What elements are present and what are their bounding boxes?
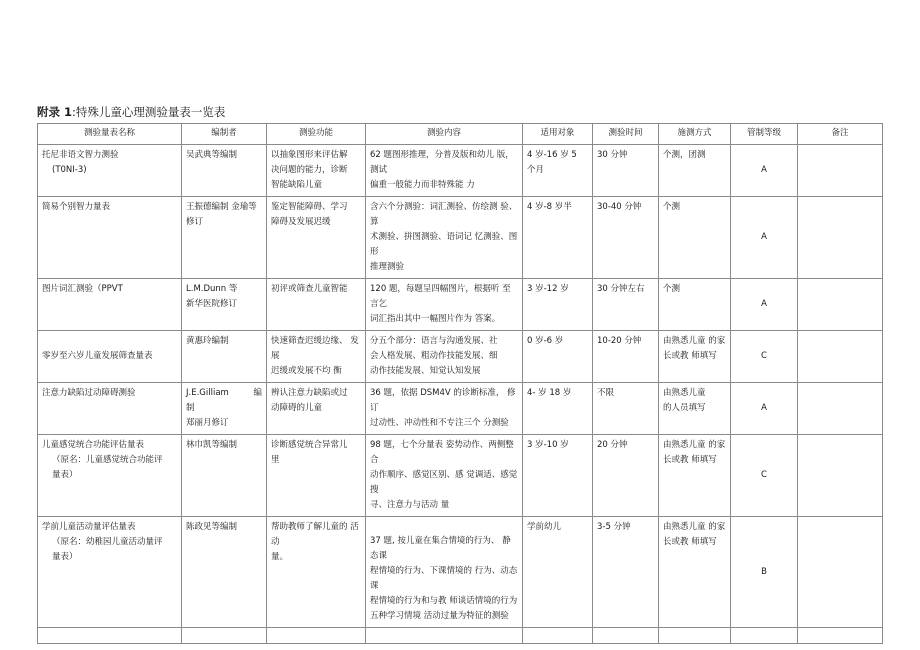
cell-method <box>659 279 731 331</box>
cell-notes <box>798 331 883 383</box>
cell-empty <box>267 628 366 644</box>
content-line: 推理测验 <box>370 262 405 272</box>
cell-method <box>659 435 731 517</box>
content-line: 过动性、冲动性和不专注三个 分测验 <box>370 418 509 428</box>
target-line: 个月 <box>527 165 545 175</box>
author-line: J.E.Gilliam <box>186 388 229 398</box>
header-function: 测验功能 <box>267 124 366 145</box>
function-line: 鉴定智能障碍、学习 <box>271 202 348 212</box>
cell-content <box>366 145 523 197</box>
content-line: 程情境的行为和与教 师谈话情境的行为 <box>370 596 518 606</box>
function-line: 快速筛查迟缓边缘、 发展 <box>271 336 359 361</box>
cell-function <box>267 279 366 331</box>
cell-notes <box>798 197 883 279</box>
cell-notes <box>798 435 883 517</box>
cell-time: 30-40 分钟 <box>593 197 659 279</box>
cell-time: 10-20 分钟 <box>593 331 659 383</box>
cell-author <box>182 435 267 517</box>
cell-target <box>523 517 593 628</box>
cell-method <box>659 197 731 279</box>
content-line: 分五个部分：语言与沟通发展、社 <box>370 336 498 346</box>
header-row <box>38 124 883 145</box>
cell-time: 20 分钟 <box>593 435 659 517</box>
author-line: 林巾凯等编制 <box>186 440 238 450</box>
content-line: 37 题, 按儿童在集合情境的行为、 静态课 <box>370 536 511 561</box>
function-line: 迟缓或发展不均 衡 <box>271 366 342 376</box>
method-line: 个测 <box>663 284 681 294</box>
target-line: 3 岁-12 岁 <box>527 284 569 294</box>
cell-content <box>366 279 523 331</box>
content-line: 36 题，依据 DSM4V 的诊断标准， 修订 <box>370 388 516 413</box>
function-line: 辨认注意力缺陷或过 <box>271 388 348 398</box>
cell-level: A <box>731 197 798 279</box>
cell-time: 30 分钟 <box>593 145 659 197</box>
title-text: :特殊儿童心理测验量表一览表 <box>72 105 226 119</box>
target-line: 学前幼儿 <box>527 522 562 532</box>
name-line: 托尼非语文智力测验 <box>42 150 119 160</box>
target-line: 4 岁-16 岁 5 <box>527 150 577 160</box>
author-line: 吴武典等编制 <box>186 150 238 160</box>
content-line: 五种学习情境 活动过量为特征的测验 <box>370 611 509 621</box>
header-time: 测验时间 <box>593 124 659 145</box>
name-line: 零岁至六岁儿童发展筛查量表 <box>42 351 153 361</box>
header-method: 施测方式 <box>659 124 731 145</box>
cell-method <box>659 145 731 197</box>
cell-author <box>182 517 267 628</box>
cell-name <box>38 435 182 517</box>
method-line: 长或教 师填写 <box>663 351 717 361</box>
author-line: 编 <box>253 388 262 398</box>
cell-function <box>267 517 366 628</box>
cell-content <box>366 435 523 517</box>
cell-target <box>523 435 593 517</box>
cell-level: C <box>731 331 798 383</box>
author-line: 黄惠玲编制 <box>186 336 229 346</box>
cell-level: A <box>731 145 798 197</box>
content-line: 98 题，七个分量表 姿势动作、两侧整合 <box>370 440 514 465</box>
cell-function <box>267 145 366 197</box>
cell-name <box>38 383 182 435</box>
cell-empty <box>523 628 593 644</box>
header-content: 测验内容 <box>366 124 523 145</box>
function-line: 里 <box>271 455 280 465</box>
header-target: 适用对象 <box>523 124 593 145</box>
cell-target <box>523 383 593 435</box>
cell-level: A <box>731 279 798 331</box>
author-line: 郑丽月修订 <box>186 418 229 428</box>
cell-content <box>366 517 523 628</box>
cell-level: B <box>731 517 798 628</box>
cell-content <box>366 383 523 435</box>
table-row-empty <box>38 628 883 644</box>
cell-method <box>659 331 731 383</box>
author-line: 陈政见等编制 <box>186 522 238 532</box>
document-title <box>37 104 225 120</box>
author-line: 王振德编制 金瑜等修订 <box>186 202 257 227</box>
cell-empty <box>182 628 267 644</box>
name-line: 图片词汇测验（PPVT <box>42 284 123 294</box>
table-row <box>38 517 883 628</box>
cell-name <box>38 145 182 197</box>
function-line: 障碍及发展迟缓 <box>271 217 331 227</box>
cell-empty <box>366 628 523 644</box>
content-line: 程情境的行为、下课情境的 行为、动态课 <box>370 566 518 591</box>
cell-function <box>267 331 366 383</box>
name-line: 量表） <box>52 470 78 480</box>
cell-name <box>38 279 182 331</box>
content-line: 动作顺序、感觉区别、感 觉调适、感觉搜 <box>370 470 518 495</box>
table-row <box>38 197 883 279</box>
function-line: 诊断感觉统合异常儿 <box>271 440 348 450</box>
cell-notes <box>798 517 883 628</box>
cell-author <box>182 279 267 331</box>
cell-name <box>38 517 182 628</box>
function-line: 智能缺陷儿童 <box>271 180 323 190</box>
cell-empty <box>659 628 731 644</box>
cell-method <box>659 517 731 628</box>
target-line: 3 岁-10 岁 <box>527 440 569 450</box>
cell-empty <box>38 628 182 644</box>
content-line: 词汇指出其中一幅图片作为 答案。 <box>370 314 501 324</box>
function-line: 以抽象图形来评估解 <box>271 150 348 160</box>
header-notes: 备注 <box>798 124 883 145</box>
name-line: 儿童感觉统合功能评估量表 <box>42 440 145 450</box>
method-line: 长或教 师填写 <box>663 455 717 465</box>
cell-author <box>182 331 267 383</box>
content-line: 寻、注意力与活动 量 <box>370 500 450 510</box>
author-line: L.M.Dunn 等 <box>186 284 238 294</box>
name-line: 量表） <box>52 552 78 562</box>
content-line: 含六个分测验：词汇测验、仿绘测 验、算 <box>370 202 518 227</box>
cell-target <box>523 145 593 197</box>
header-author: 编制者 <box>182 124 267 145</box>
cell-time: 3-5 分钟 <box>593 517 659 628</box>
cell-author <box>182 383 267 435</box>
method-line: 由熟悉儿童 的家 <box>663 522 726 532</box>
content-line: 动作技能发展、知觉认知发展 <box>370 366 481 376</box>
content-line: 术测验、拼图测验、语词记 忆测验、图形 <box>370 232 518 257</box>
method-line: 由熟悉儿童 的家 <box>663 440 726 450</box>
cell-notes <box>798 279 883 331</box>
cell-time: 不限 <box>593 383 659 435</box>
target-line: 4 岁-8 岁半 <box>527 202 572 212</box>
table-row <box>38 435 883 517</box>
content-line: 120 题，每题呈四幅图片，根据听 至言乞 <box>370 284 511 309</box>
content-line: 会人格发展、粗动作技能发展、细 <box>370 351 498 361</box>
author-line: 新华医院修订 <box>186 299 238 309</box>
table-row <box>38 145 883 197</box>
method-line: 由熟悉儿童 <box>663 388 706 398</box>
title-prefix: 附录 1 <box>37 105 73 119</box>
function-line: 动障碍的儿童 <box>271 403 323 413</box>
cell-function <box>267 197 366 279</box>
function-line: 初评或筛查儿童智能 <box>271 284 348 294</box>
test-scale-table <box>37 123 883 644</box>
method-line: 长或教 师填写 <box>663 537 717 547</box>
cell-empty <box>798 628 883 644</box>
cell-notes <box>798 383 883 435</box>
content-line: 偏重一般能力而非特殊能 力 <box>370 180 475 190</box>
cell-function <box>267 383 366 435</box>
cell-author <box>182 197 267 279</box>
cell-level: A <box>731 383 798 435</box>
cell-author <box>182 145 267 197</box>
table-row <box>38 279 883 331</box>
header-name: 测验量表名称 <box>38 124 182 145</box>
name-line: （原名：幼稚园儿童活动量评 <box>52 537 163 547</box>
name-line: 注意力缺陷过动障碍测验 <box>42 388 136 398</box>
cell-empty <box>731 628 798 644</box>
cell-content <box>366 197 523 279</box>
cell-content <box>366 331 523 383</box>
cell-empty <box>593 628 659 644</box>
content-line: 62 题图形推理，分普及版和幼儿 版，测试 <box>370 150 514 175</box>
target-line: 0 岁-6 岁 <box>527 336 564 346</box>
cell-function <box>267 435 366 517</box>
method-line: 由熟悉儿童 的家 <box>663 336 726 346</box>
cell-level: C <box>731 435 798 517</box>
function-line: 帮助教师了解儿童的 活动 <box>271 522 359 547</box>
cell-method <box>659 383 731 435</box>
target-line: 4- 岁 18 岁 <box>527 388 572 398</box>
table-row <box>38 331 883 383</box>
cell-target <box>523 331 593 383</box>
method-line: 个测 <box>663 202 681 212</box>
cell-name <box>38 331 182 383</box>
author-line: 制 <box>186 403 195 413</box>
cell-target <box>523 197 593 279</box>
header-level: 管制等级 <box>731 124 798 145</box>
name-line: (T0NI-3) <box>52 165 87 175</box>
cell-name <box>38 197 182 279</box>
function-line: 量。 <box>271 552 289 562</box>
cell-notes <box>798 145 883 197</box>
cell-target <box>523 279 593 331</box>
method-line: 个测，团测 <box>663 150 706 160</box>
function-line: 决问题的能力，诊断 <box>271 165 348 175</box>
name-line: 简易个别智力量表 <box>42 202 111 212</box>
method-line: 的人员填写 <box>663 403 706 413</box>
table-row <box>38 383 883 435</box>
name-line: 学前儿童活动量评估量表 <box>42 522 136 532</box>
name-line: （原名：儿童感觉统合功能评 <box>52 455 163 465</box>
cell-time: 30 分钟左右 <box>593 279 659 331</box>
